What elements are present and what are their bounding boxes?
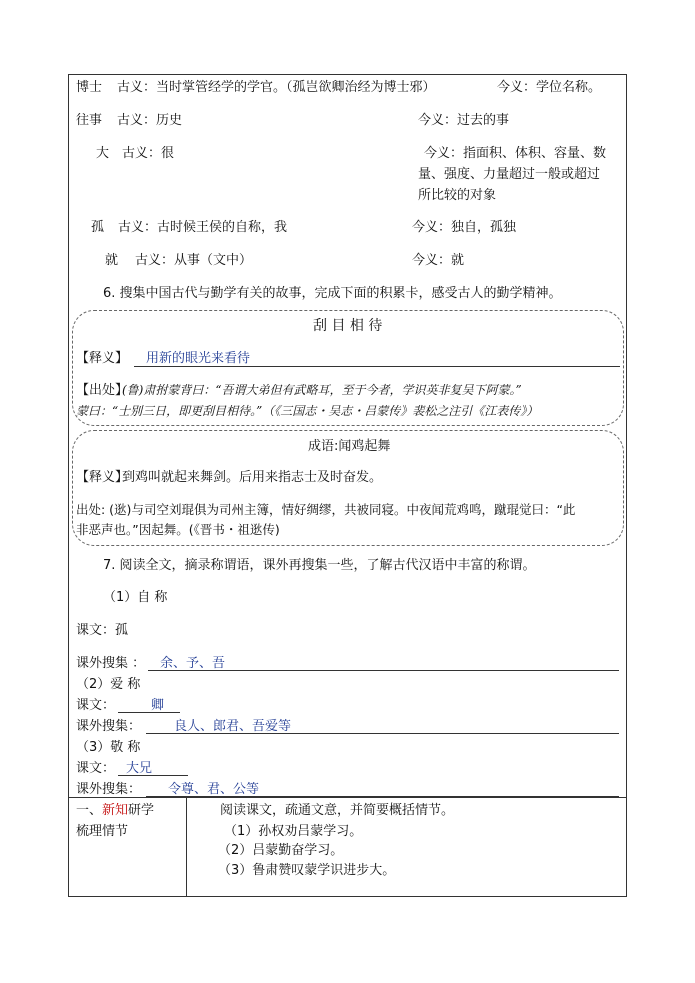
section-heading xyxy=(76,802,154,819)
underline xyxy=(146,733,619,734)
aicheng-kewen: 卿 xyxy=(151,698,165,713)
card-guamu-chuchu-2: 蒙曰：“士别三日，即更刮目相待。”（《三国志・吴志・吕蒙传》裴松之注引《江表传》） xyxy=(76,404,539,418)
vocab-word-gu: 孤 xyxy=(91,220,105,235)
question-6: 6. 搜集中国古代与勤学有关的故事，完成下面的积累卡，感受古人的勤学精神。 xyxy=(103,286,562,301)
vocab-word-boshi: 博士 xyxy=(76,80,103,95)
vocab-gu-boshi: 古义：当时掌管经学的学官。（孤岂欲卿治经为博士邪） xyxy=(117,80,436,95)
zicheng-kewai: 余、予、吾 xyxy=(160,656,226,671)
plot-item-1: （1）孙权劝吕蒙学习。 xyxy=(224,824,363,839)
table-divider xyxy=(68,797,627,798)
zicheng-kewen: 课文：孤 xyxy=(76,623,129,638)
card-guamu-chuchu-label: 【出处】 xyxy=(76,383,129,398)
underline xyxy=(118,712,180,713)
vocab-gu-jiu: 古义：从事（文中） xyxy=(135,253,253,268)
vocab-gu-da: 古义：很 xyxy=(122,146,175,161)
jingcheng-kewai-label: 课外搜集： xyxy=(76,782,142,797)
vocab-word-jiu: 就 xyxy=(105,253,119,268)
question-7: 7. 阅读全文，摘录称谓语，课外再搜集一些，了解古代汉语中丰富的称谓。 xyxy=(103,558,536,573)
plot-item-2: （2）吕蒙勤奋学习。 xyxy=(218,843,344,858)
zicheng-label: （1）自 称 xyxy=(103,590,168,605)
card-wenji-shiyi-label: 【释义】 xyxy=(76,470,129,485)
vocab-jin-da-1: 今义：指面积、体积、容量、数 xyxy=(424,146,607,161)
vocab-jin-gu: 今义：独自，孤独 xyxy=(412,220,517,235)
table-column-divider xyxy=(186,797,187,897)
underline xyxy=(148,670,619,671)
aicheng-kewai: 良人、郎君、吾爱等 xyxy=(174,719,292,734)
section-heading-suffix: 研学 xyxy=(128,803,155,818)
card-guamu-chuchu-1: (鲁)肃拊蒙背曰：“吾谓大弟但有武略耳，至于今者，学识英非复吴下阿蒙。” xyxy=(122,383,522,397)
section-heading-prefix: 一、 xyxy=(76,803,103,818)
jingcheng-kewen-label: 课文： xyxy=(76,761,116,776)
vocab-gu-gu: 古义：古时候王侯的自称，我 xyxy=(118,220,288,235)
aicheng-kewen-label: 课文： xyxy=(76,698,116,713)
underline xyxy=(118,775,188,776)
card-guamu-shiyi-label: 【释义】 xyxy=(76,351,129,366)
jingcheng-label: （3）敬 称 xyxy=(76,740,141,755)
card-guamu-title: 刮 目 相 待 xyxy=(313,318,383,334)
jingcheng-kewen: 大兄 xyxy=(126,761,153,776)
card-wenji-chuchu-2: 非恶声也。”因起舞。(《晋书・祖逖传) xyxy=(76,522,280,537)
card-wenji-title: 成语:闻鸡起舞 xyxy=(308,439,391,454)
card-guamu-shiyi: 用新的眼光来看待 xyxy=(146,351,251,366)
vocab-jin-wangshi: 今义：过去的事 xyxy=(418,113,510,128)
vocab-word-da: 大 xyxy=(96,146,110,161)
vocab-jin-da-2: 量、强度、力量超过一般或超过 xyxy=(418,167,601,182)
aicheng-label: （2）爱 称 xyxy=(76,677,141,692)
zicheng-kewai-label: 课外搜集 ： xyxy=(76,656,146,671)
section-intro: 阅读课文，疏通文意，并简要概括情节。 xyxy=(220,803,455,818)
section-heading-highlight: 新知 xyxy=(102,803,129,818)
vocab-jin-jiu: 今义：就 xyxy=(412,253,465,268)
underline xyxy=(134,366,620,367)
jingcheng-kewai: 令尊、君、公等 xyxy=(168,782,260,797)
vocab-jin-da-3: 所比较的对象 xyxy=(418,188,497,203)
aicheng-kewai-label: 课外搜集： xyxy=(76,719,142,734)
section-subheading: 梳理情节 xyxy=(76,824,129,839)
vocab-word-wangshi: 往事 xyxy=(76,113,103,128)
card-wenji-chuchu-1: 出处: (逖)与司空刘琨俱为司州主簿，情好绸缪，共被同寝。中夜闻荒鸡鸣，蹴琨觉曰：“此 xyxy=(76,502,576,517)
vocab-gu-wangshi: 古义：历史 xyxy=(117,113,183,128)
card-wenji-shiyi: 到鸡叫就起来舞剑。后用来指志士及时奋发。 xyxy=(122,470,383,485)
plot-item-3: （3）鲁肃赞叹蒙学识进步大。 xyxy=(218,863,396,878)
vocab-jin-boshi: 今义：学位名称。 xyxy=(497,80,602,95)
